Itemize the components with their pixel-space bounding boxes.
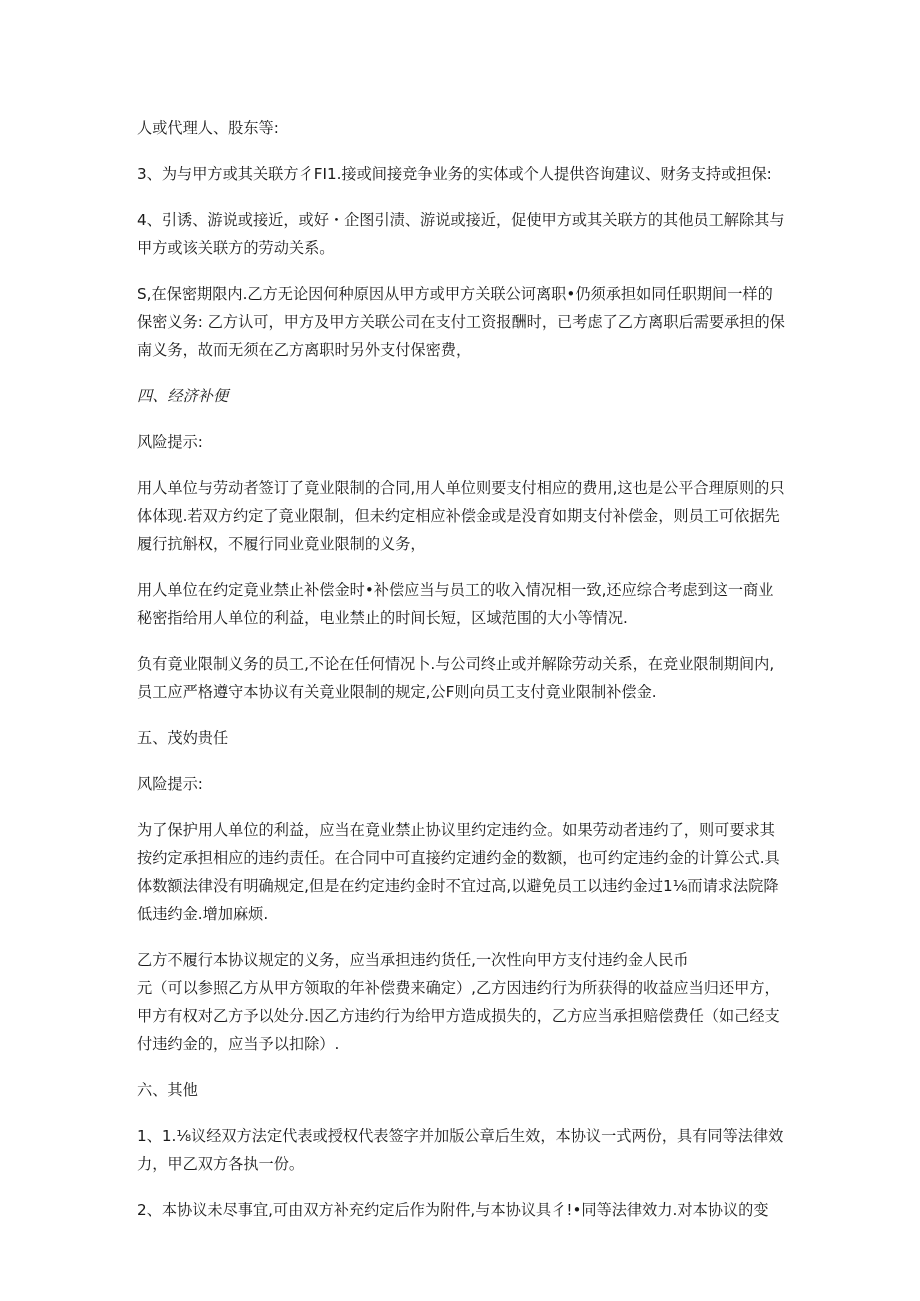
section-heading-4: 四、经济补便 (137, 387, 229, 405)
compensation-paragraph-2: 用人单位在约定竟业禁止补偿金时•补偿应当与员工的收入情况相一致,还应综合考虑到这一商业秘密指给用人单位的利益，电业禁止的时间长短，区域范围的大小等情况. (137, 581, 774, 627)
section-heading-6: 六、其他 (137, 1081, 198, 1099)
other-clause-1: 1、1.⅛议经双方法定代表或授权代表签字并加版公章后生效，本协议一式两份，具有同等法律效力，甲乙双方各执一份。 (137, 1127, 784, 1173)
liability-paragraph-2: 乙方不履行本协议规定的义务，应当承担违约货任,一次性向甲方支付违约金人民币 元（可以参照乙方从甲方领取的年补偿费来确定）,乙方因违约行为所获得的收益应当归还甲方，甲方有权对乙方予以处分.因乙方违约行为给甲方造成损失的，乙方应当承担赔偿费任（如己经支付违约金的，应当予以扣除）. (137, 951, 780, 1053)
document-page (137, 114, 787, 1224)
clause-3: 3、为与甲方或其关联方彳FI1.接或间接竞争业务的实体或个人提供咨询建议、财务支持或担保: (137, 165, 772, 183)
risk-notice-label: 风险提示: (137, 433, 203, 451)
liability-paragraph-1: 为了保护用人单位的利益，应当在竟业禁止协议里约定违约佥。如果劳动者违约了，则可要求其按约定承担相应的违约责任。在合同中可直接约定逋约金的数额，也可约定违约金的计算公式.具体数额法律没有明确规定,但是在约定违约金时不宜过高,以避免员工以违约金过1⅛而请求法院降低违约金.增加麻烦. (137, 821, 780, 923)
paragraph-shareholders: 人或代理人、股东等: (137, 119, 279, 137)
compensation-paragraph-3: 负有竟业限制义务的员工,不论在任何情况卜.与公司终止或并解除劳动关系，在竞业限制期间内,员工应严格遵守本协议有关竟业限制的规定,公F则向员工支付竟业限制补偿金. (137, 655, 775, 701)
section-heading-5: 五、茂妁贵任 (137, 729, 229, 747)
clause-5-confidentiality: S,在保密期限内.乙方无论因何种原因从甲方或甲方关联公诃离职•仍须承担如同任职期间一样的保密义务: 乙方认可，甲方及甲方关联公司在支付工资报酬时，已考虑了乙方离职后需要承担的保南义务，故而无须在乙方离职时另外支付保密费， (137, 285, 785, 359)
compensation-paragraph-1: 用人单位与劳动者签订了竟业限制的合同,用人单位则要支付相应的费用,这也是公平合理原则的只体体现.若双方约定了竟业限制，但未约定相应补偿金或是没育如期支付补偿金，则员工可依据先履行抗斛权，不履行同业竟业限制的义务， (137, 479, 785, 553)
clause-4: 4、引诱、游说或接近，或好・企图引渍、游说或接近，促使甲方或其关联方的其他员工解除其与甲方或该关联方的劳动关系。 (137, 211, 785, 257)
risk-notice-label: 风险提示: (137, 775, 203, 793)
other-clause-2: 2、本协议未尽事宜,可由双方补充约定后作为附件,与本协议具彳!•同等法律效力.对本协议的变 (137, 1201, 769, 1219)
